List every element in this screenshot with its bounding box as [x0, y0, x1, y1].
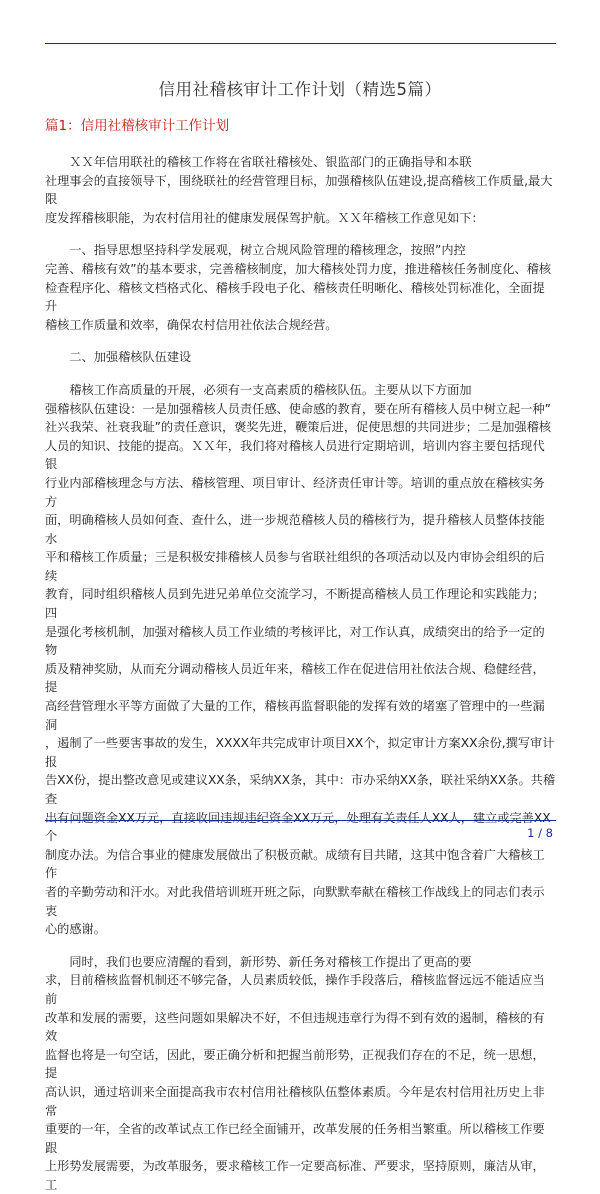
text-line: 社理事会的直接领导下，围绕联社的经营管理目标，加强稽核队伍建设,提高稽核工作质量,最大限 [45, 173, 553, 207]
footer-rule [45, 820, 556, 821]
paragraph-gap [45, 939, 556, 953]
text-line: 稽核工作质量和效率，确保农村信用社依法合规经营。 [45, 317, 338, 332]
text-line: 二、加强稽核队伍建设 [45, 350, 192, 365]
document-body [45, 153, 556, 1194]
paragraph-gap [45, 334, 556, 348]
text-line: 重要的一年，全省的改革试点工作已经全面铺开，改革发展的任务相当繁重。所以稽核工作要跟 [45, 1122, 545, 1155]
text-line: 高认识，通过培训来全面提高我市农村信用社稽核队伍整体素质。今年是农村信用社历史上非常 [45, 1084, 545, 1118]
text-line: 教育，同时组织稽核人员到先进兄弟单位交流学习，不断提高稽核人员工作理论和实践能力；四 [45, 587, 545, 621]
text-line: ，遏制了一些要害事故的发生，XXXX年共完成审计项目XX个，拟定审计方案XX余份,撰写审计报 [45, 736, 555, 769]
text-line: ＸＸ年信用联社的稽核工作将在省联社稽核处、银监部门的正确指导和本联 [45, 155, 472, 169]
text-line: 出有问题资金XX万元，直接收回违规违纪资金XX万元，处理有关责任人XX人，建立或完善XX个 [45, 810, 551, 844]
text-line: 一、指导思想坚持科学发展观，树立合规风险管理的稽核理念，按照”内控 [45, 243, 466, 258]
text-line: 求，目前稽核监督机制还不够完备，人员素质较低，操作手段落后，稽核监督远远不能适应当前 [45, 973, 545, 1006]
text-line: 心的感谢。 [45, 922, 106, 937]
text-line: 检查程序化、稽核文档格式化、稽核手段电子化、稽核责任明晰化、稽核处罚标准化，全面提升 [45, 280, 545, 314]
text-line: 同时，我们也要应清醒的看到，新形势、新任务对稽核工作提出了更高的要 [45, 954, 472, 969]
text-line: 监督也将是一句空话，因此，要正确分析和把握当前形势，正视我们存在的不足，统一思想，提 [45, 1047, 545, 1081]
text-line: 是强化考核机制，加强对稽核人员工作业绩的考核评比，对工作认真，成绩突出的给予一定的物 [45, 624, 545, 658]
text-line: 质及精神奖励，从而充分调动稽核人员近年来，稽核工作在促进信用社依法合规、稳健经营，提 [45, 661, 545, 695]
text-line: 行业内部稽核理念与方法、稽核管理、项目审计、经济责任审计等。培训的重点放在稽核实务方 [45, 475, 545, 509]
text-line: 者的辛勤劳动和汗水。对此我借培训班开班之际，向默默奉献在稽核工作战线上的同志们表示衷 [45, 884, 545, 918]
text-line: 高经营管理水平等方面做了大量的工作，稽核再监督职能的发挥有效的堵塞了管理中的一些漏洞 [45, 699, 545, 732]
text-line: 告XX份，提出整改意见或建议XX条，采纳XX条，其中：市办采纳XX条，联社采纳XX条。共稽查 [45, 773, 556, 806]
text-line: 强稽核队伍建设：一是加强稽核人员责任感、使命感的教育，要在所有稽核人员中树立起一种” [45, 401, 552, 416]
paragraph-gap [45, 227, 556, 241]
page-number: 1 / 8 [527, 826, 553, 840]
text-line: 社兴我荣、社衰我耻”的责任意识，褒奖先进，鞭策后进，促使思想的共同进步；二是加强稽核 [45, 420, 552, 435]
section-heading: 篇1：信用社稽核审计工作计划 [45, 118, 230, 134]
text-line: 度发挥稽核职能，为农村信用社的健康发展保驾护航。ＸＸ年稽核工作意见如下： [45, 210, 484, 225]
header-rule [45, 43, 556, 44]
text-line: 改革和发展的需要，这些问题如果解决不好，不但违规违章行为得不到有效的遏制，稽核的有效 [45, 1010, 545, 1044]
text-line: 制度办法。为信合事业的健康发展做出了积极贡献。成绩有目共睹，这其中饱含着广大稽核工作 [45, 847, 545, 881]
text-line: 稽核工作高质量的开展，必须有一支高素质的稽核队伍。主要从以下方面加 [45, 382, 472, 397]
document-title: 信用社稽核审计工作计划（精选5篇） [158, 80, 442, 99]
text-line: 面，明确稽核人员如何查、查什么，进一步规范稽核人员的稽核行为，提升稽核人员整体技能水 [45, 513, 545, 546]
text-line: 人员的知识、技能的提高。ＸＸ年，我们将对稽核人员进行定期培训，培训内容主要包括现代银 [45, 438, 545, 472]
text-line: 平和稽核工作质量；三是积极安排稽核人员参与省联社组织的各项活动以及内审协会组织的后续 [45, 550, 545, 583]
text-line: 上形势发展需要，为改革服务，要求稽核工作一定要高标准、严要求，坚持原则，廉洁从审，工 [45, 1159, 545, 1192]
paragraph-gap [45, 367, 556, 381]
text-line: 完善、稽核有效”的基本要求，完善稽核制度，加大稽核处罚力度，推进稽核任务制度化、稽核 [45, 261, 552, 276]
